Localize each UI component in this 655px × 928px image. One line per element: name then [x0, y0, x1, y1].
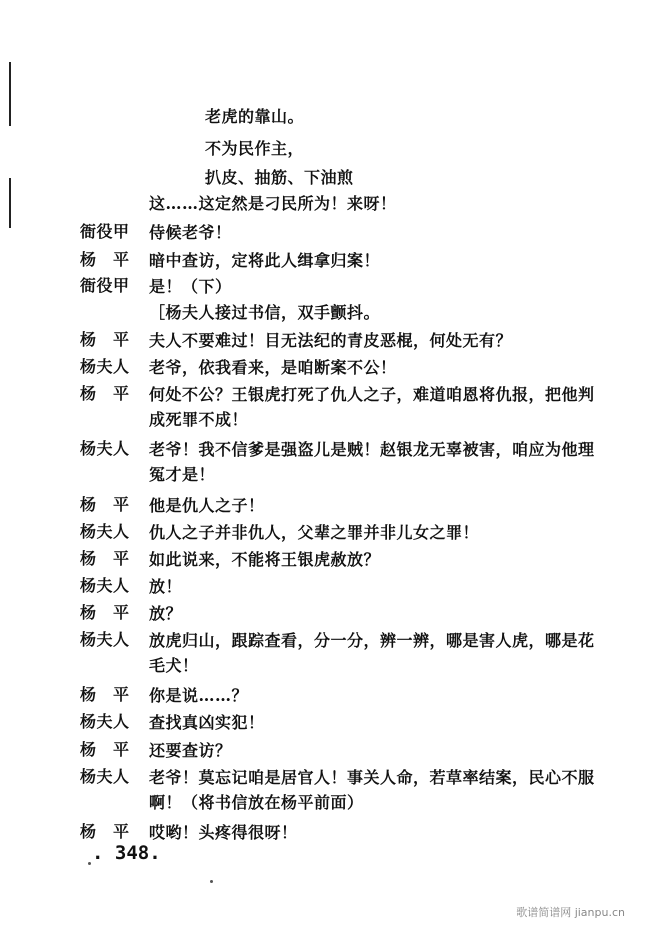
- margin-rule: [9, 178, 11, 228]
- speaker-name: 杨 平: [80, 384, 130, 403]
- speck: [210, 880, 213, 883]
- speech-text: 夫人不要难过！目无法纪的青皮恶棍，何处无有？: [149, 331, 513, 350]
- speaker-name: 杨 平: [80, 495, 130, 514]
- speech-text: 老爷！莫忘记咱是居官人！事关人命，若草率结案，民心不服啊！（将书信放在杨平前面）: [149, 768, 595, 812]
- verse-line: 扒皮、抽筋、下油煎: [205, 168, 354, 187]
- watermark: 歌谱简谱网 jianpu.cn: [516, 906, 625, 919]
- speck: [88, 862, 91, 865]
- speech-text: 还要查访？: [149, 741, 232, 760]
- speech-text: 仇人之子并非仇人，父辈之罪并非儿女之罪！: [149, 523, 480, 542]
- speaker-name: 杨 平: [80, 330, 130, 349]
- speaker-name: 杨 平: [80, 740, 130, 759]
- speech-text: 是！（下）: [149, 277, 232, 296]
- speaker-name: 杨 平: [80, 822, 130, 841]
- speech-text: 你是说……？: [149, 686, 249, 705]
- speaker-name: 杨 平: [80, 685, 130, 704]
- verse-line: 不为民作主，: [205, 139, 305, 158]
- speech-text: 他是仇人之子！: [149, 496, 265, 515]
- margin-rule: [9, 62, 11, 126]
- speech-text: 哎哟！头疼得很呀！: [149, 823, 298, 842]
- speech-text: 查找真凶实犯！: [149, 713, 265, 732]
- speech-text: 放虎归山，跟踪查看，分一分，辨一辨，哪是害人虎，哪是花毛犬！: [149, 631, 595, 675]
- speech-text: 放！: [149, 577, 183, 596]
- speaker-name: 杨夫人: [80, 439, 130, 458]
- speaker-name: 杨 平: [80, 549, 130, 568]
- speaker-name: 杨夫人: [80, 522, 130, 541]
- speaker-name: 杨 平: [80, 603, 130, 622]
- speech-text: 暗中查访，定将此人缉拿归案！: [149, 251, 381, 270]
- speaker-name: 杨夫人: [80, 630, 130, 649]
- speaker-name: 衙役甲: [80, 222, 130, 241]
- speaker-name: 杨夫人: [80, 357, 130, 376]
- speech-text: 放？: [149, 604, 183, 623]
- speech-text: 侍候老爷！: [149, 223, 232, 242]
- narration-line: 这……这定然是刁民所为！来呀！: [149, 194, 397, 213]
- speaker-name: 杨夫人: [80, 712, 130, 731]
- speech-text: 老爷，依我看来，是咱断案不公！: [149, 358, 397, 377]
- verse-line: 老虎的靠山。: [205, 107, 305, 126]
- stage-direction: ［杨夫人接过书信，双手颤抖。: [149, 303, 381, 322]
- page-number: . 348.: [92, 842, 161, 864]
- speaker-name: 杨 平: [80, 250, 130, 269]
- speaker-name: 杨夫人: [80, 576, 130, 595]
- speech-text: 何处不公？王银虎打死了仇人之子，难道咱恩将仇报，把他判成死罪不成！: [149, 385, 595, 429]
- speaker-name: 杨夫人: [80, 767, 130, 786]
- speech-text: 如此说来，不能将王银虎赦放？: [149, 550, 381, 569]
- speaker-name: 衙役甲: [80, 276, 130, 295]
- speech-text: 老爷！我不信爹是强盗儿是贼！赵银龙无辜被害，咱应为他理冤才是！: [149, 440, 595, 484]
